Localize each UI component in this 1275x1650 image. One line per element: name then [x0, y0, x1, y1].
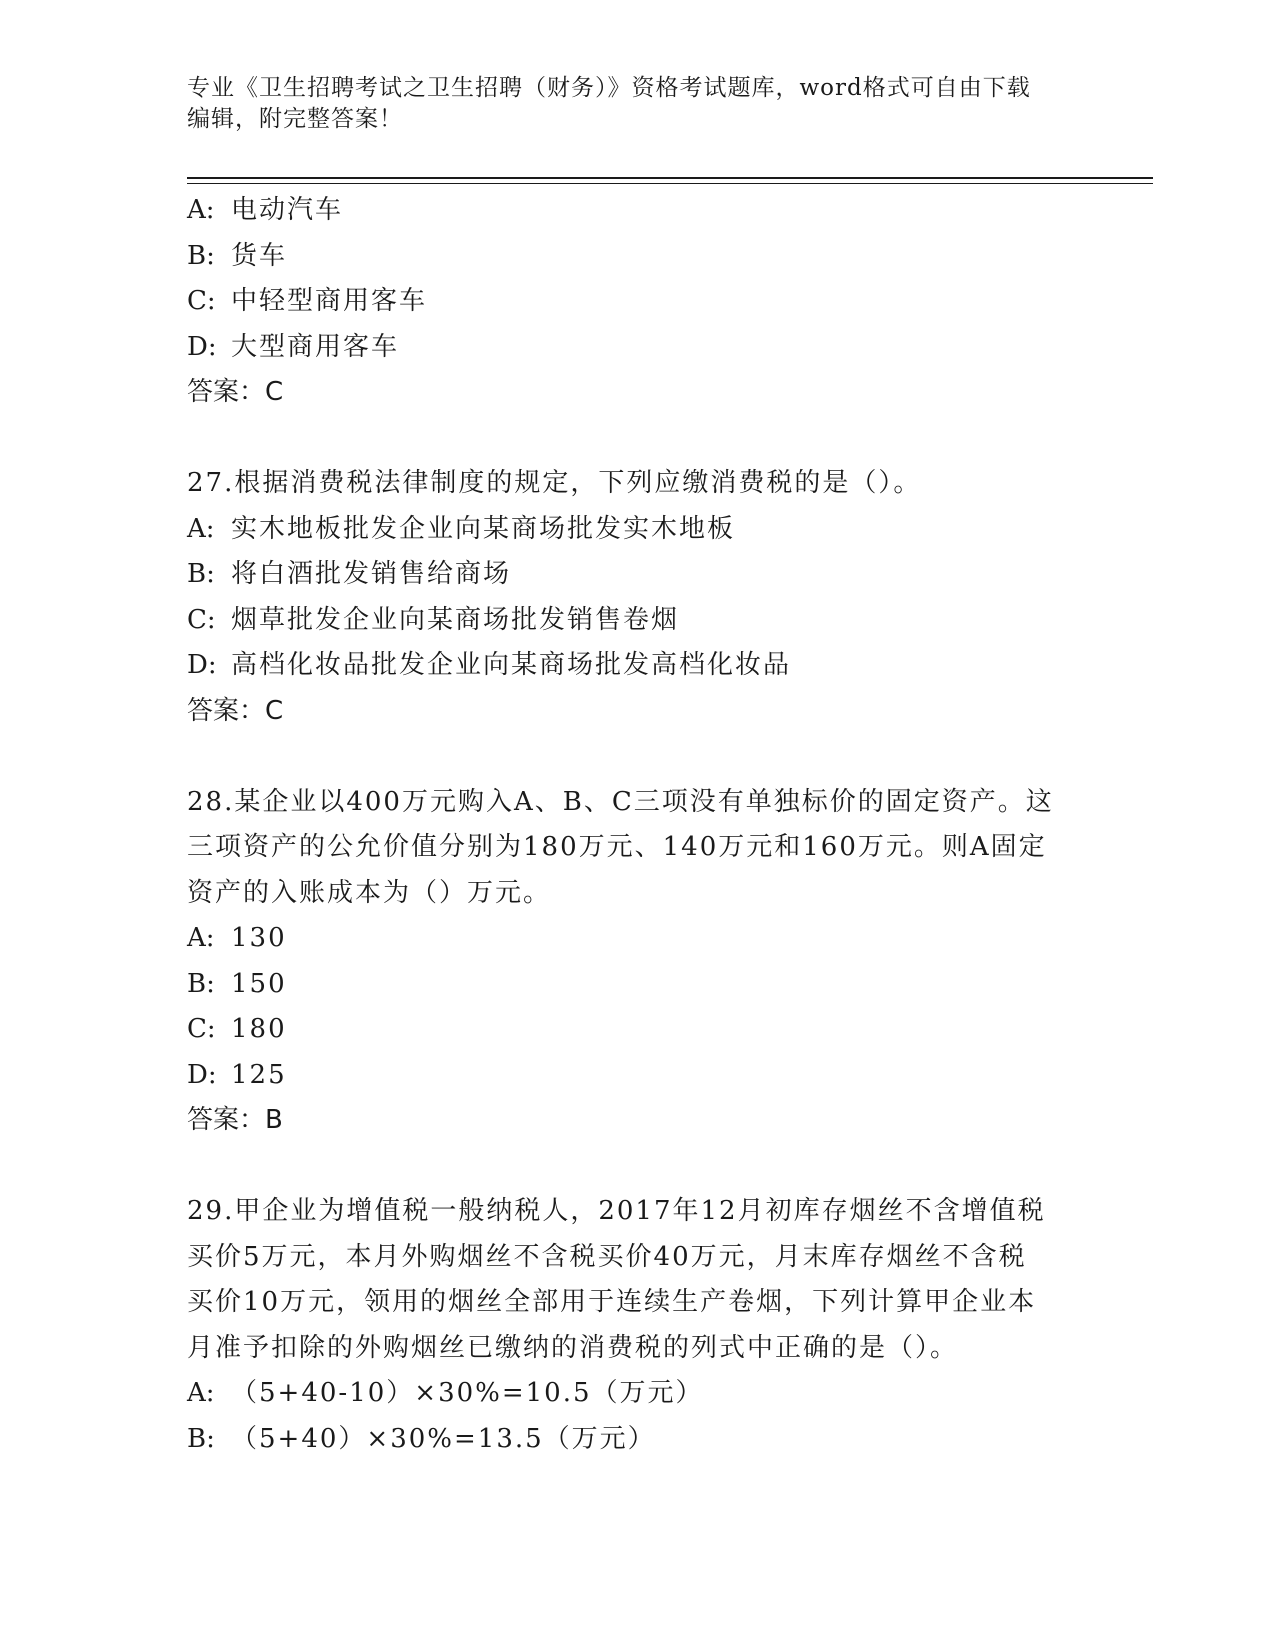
option-key: B: — [187, 559, 215, 589]
spacer — [187, 734, 1087, 780]
question-28 — [187, 780, 1087, 1144]
option-text: 电动汽车 — [231, 195, 344, 225]
option-text: 中轻型商用客车 — [231, 286, 428, 316]
option-key: A: — [187, 195, 215, 225]
option-text: 将白酒批发销售给商场 — [231, 559, 512, 589]
option-c — [187, 279, 1087, 325]
option-text: 实木地板批发企业向某商场批发实木地板 — [231, 513, 736, 544]
option-text: 150 — [231, 968, 287, 999]
option-text: （5+40-10）×30%=10.5（万元） — [231, 1378, 704, 1408]
option-d — [187, 325, 1087, 371]
option-a — [187, 916, 1087, 962]
question-29 — [187, 1189, 1087, 1462]
question-stem-line-2: 三项资产的公允价值分别为180万元、140万元和160万元。则A固定 — [187, 832, 1047, 862]
option-key: A: — [187, 513, 215, 544]
option-key: A: — [187, 1378, 215, 1408]
answer-line: 答案：B — [187, 1105, 283, 1135]
option-a — [187, 188, 1087, 234]
answer-line: 答案：C — [187, 695, 284, 726]
question-stem-line-1: 28.某企业以400万元购入A、B、C三项没有单独标价的固定资产。这 — [187, 786, 1054, 817]
answer-line: 答案：C — [187, 377, 284, 407]
option-c — [187, 1007, 1087, 1053]
option-a — [187, 507, 1087, 553]
option-text: 125 — [231, 1059, 287, 1090]
option-text: 130 — [231, 923, 287, 953]
option-d — [187, 1053, 1087, 1099]
option-key: D: — [187, 1059, 217, 1090]
option-b — [187, 234, 1087, 280]
option-key: C: — [187, 604, 216, 635]
option-a — [187, 1371, 1087, 1417]
option-d — [187, 643, 1087, 689]
option-text: 烟草批发企业向某商场批发销售卷烟 — [231, 604, 680, 635]
option-key: D: — [187, 650, 217, 680]
question-stem-line-3: 买价10万元，领用的烟丝全部用于连续生产卷烟，下列计算甲企业本 — [187, 1287, 1037, 1317]
option-b — [187, 552, 1087, 598]
question-body — [187, 188, 1087, 1462]
header-divider-thin — [187, 183, 1153, 184]
question-27 — [187, 461, 1087, 734]
option-b — [187, 962, 1087, 1008]
document-header — [187, 73, 1087, 135]
option-text: 高档化妆品批发企业向某商场批发高档化妆品 — [231, 650, 792, 680]
header-line-2: 编辑，附完整答案！ — [187, 106, 403, 132]
question-stem-line-3: 资产的入账成本为（）万元。 — [187, 877, 552, 908]
question-stem: 27.根据消费税法律制度的规定，下列应缴消费税的是（）。 — [187, 468, 922, 498]
header-divider-thick — [187, 177, 1153, 179]
option-text: （5+40）×30%=13.5（万元） — [231, 1423, 656, 1454]
option-text: 180 — [231, 1014, 287, 1044]
option-key: D: — [187, 331, 217, 362]
option-c — [187, 598, 1087, 644]
spacer — [187, 1144, 1087, 1190]
option-text: 大型商用客车 — [231, 331, 400, 362]
question-26 — [187, 188, 1087, 416]
option-key: A: — [187, 923, 215, 953]
spacer — [187, 416, 1087, 462]
question-stem-line-4: 月准予扣除的外购烟丝已缴纳的消费税的列式中正确的是（）。 — [187, 1332, 959, 1363]
option-b — [187, 1417, 1087, 1463]
option-key: B: — [187, 968, 215, 999]
option-text: 货车 — [231, 240, 288, 271]
option-key: B: — [187, 240, 215, 271]
question-stem-line-1: 29.甲企业为增值税一般纳税人，2017年12月初库存烟丝不含增值税 — [187, 1196, 1046, 1226]
option-key: B: — [187, 1423, 215, 1454]
question-stem-line-2: 买价5万元，本月外购烟丝不含税买价40万元，月末库存烟丝不含税 — [187, 1241, 1027, 1272]
option-key: C: — [187, 1014, 216, 1044]
option-key: C: — [187, 286, 216, 316]
header-line-1: 专业《卫生招聘考试之卫生招聘（财务）》资格考试题库，word格式可自由下载 — [187, 75, 1031, 101]
